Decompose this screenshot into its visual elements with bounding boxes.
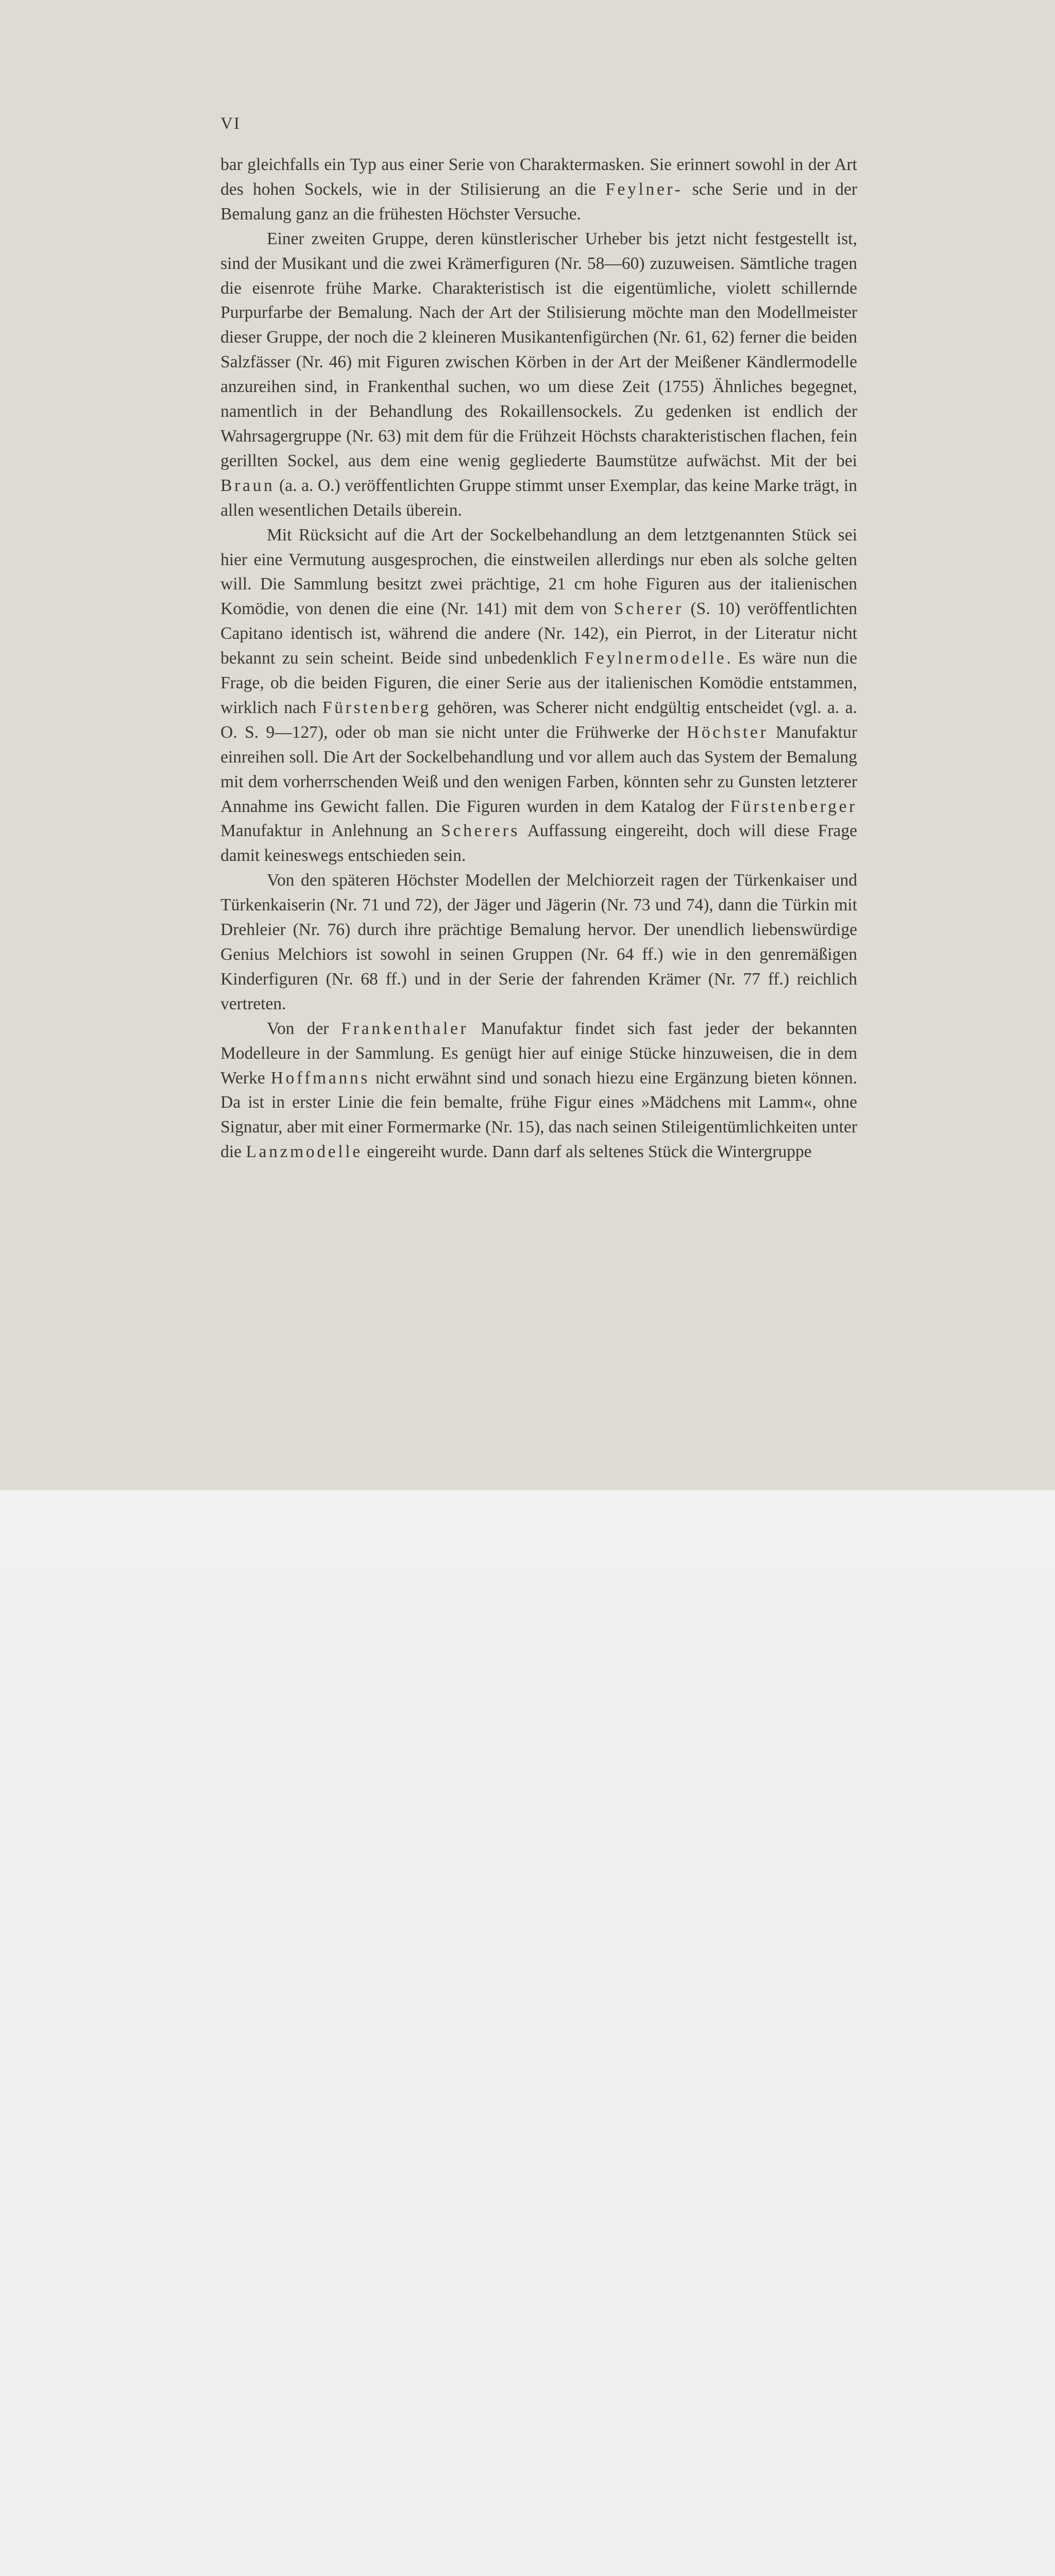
page-number: VI bbox=[220, 114, 241, 133]
paragraph: Einer zweiten Gruppe, deren künstlerischer Urheber bis jetzt nicht festgestellt ist, sind der Musikant und die zwei Krämerfiguren (Nr. 58—60) zuzuweisen. Sämtliche tragen die eisenrote frühe Marke. Charakteristisch ist die eigentümliche, violett schillernde Purpurfarbe der Bemalung. Nach der Art der Stilisierung möchte man den Modellmeister dieser Gruppe, der noch die 2 kleineren Musikantenfigürchen (Nr. 61, 62) ferner die beiden Salzfässer (Nr. 46) mit Figuren zwischen Körben in der Art der Meißener Kändlermodelle anzureihen sind, in Frankenthal suchen, wo um diese Zeit (1755) Ähnliches begegnet, namentlich in der Behandlung des Rokaillensockels. Zu gedenken ist endlich der Wahrsagergruppe (Nr. 63) mit dem für die Frühzeit Höchsts charakteristischen flachen, fein gerillten Sockel, aus dem eine wenig gegliederte Baumstütze aufwächst. Mit der bei Braun (a. a. O.) veröffentlichten Gruppe stimmt unser Exemplar, das keine Marke trägt, in allen wesentlichen Details überein. bbox=[220, 229, 857, 520]
spaced-name: Fürstenberg bbox=[322, 698, 431, 717]
paragraph: Von der Frankenthaler Manufaktur findet sich fast jeder der bekannten Modelleure in der Sammlung. Es genügt hier auf einige Stücke hinzuweisen, die in dem Werke Hoffmanns nicht erwähnt sind und sonach hiezu eine Ergänzung bieten können. Da ist in erster Linie die fein bemalte, frühe Figur eines »Mädchens mit Lamm«, ohne Signatur, aber mit einer Formermarke (Nr. 15), das nach seinen Stileigentümlichkeiten unter die Lanzmodelle eingereiht wurde. Dann darf als seltenes Stück die Wintergruppe bbox=[220, 1019, 857, 1162]
spaced-name: Scherers bbox=[441, 821, 520, 841]
spaced-name: Braun bbox=[220, 476, 275, 495]
spaced-name: Höchster bbox=[686, 722, 769, 742]
spaced-name: Fürstenberger bbox=[730, 796, 857, 816]
spaced-name: Frankenthaler bbox=[341, 1019, 469, 1038]
spaced-name: Lanzmodelle bbox=[246, 1142, 363, 1162]
body-text bbox=[220, 152, 857, 1164]
paragraph: Von den späteren Höchster Modellen der Melchiorzeit ragen der Türkenkaiser und Türkenkaiserin (Nr. 71 und 72), der Jäger und Jägerin (Nr. 73 und 74), dann die Türkin mit Drehleier (Nr. 76) durch ihre prächtige Bemalung hervor. Der unendlich liebenswürdige Genius Melchiors ist sowohl in seinen Gruppen (Nr. 64 ff.) wie in den genremäßigen Kinderfiguren (Nr. 68 ff.) und in der Serie der fahrenden Krämer (Nr. 77 ff.) reichlich vertreten. bbox=[220, 871, 857, 1013]
spaced-name: Hoffmanns bbox=[270, 1068, 370, 1088]
paragraph: Mit Rücksicht auf die Art der Sockelbehandlung an dem letztgenannten Stück sei hier eine Vermutung ausgesprochen, die einstweilen allerdings nur eben als solche gelten will. Die Sammlung besitzt zwei prächtige, 21 cm hohe Figuren aus der italienischen Komödie, von denen die eine (Nr. 141) mit dem von Scherer (S. 10) veröffentlichten Capitano identisch ist, während die andere (Nr. 142), ein Pierrot, in der Literatur nicht bekannt zu sein scheint. Beide sind unbedenklich Feylnermodelle. Es wäre nun die Frage, ob die beiden Figuren, die einer Serie aus der italienischen Komödie entstammen, wirklich nach Fürstenberg gehören, was Scherer nicht endgültig entscheidet (vgl. a. a. O. S. 9—127), oder ob man sie nicht unter die Frühwerke der Höchster Manufaktur einreihen soll. Die Art der Sockelbehandlung und vor allem auch das System der Bemalung mit dem vorherrschenden Weiß und den wenigen Farben, könnten sehr zu Gunsten letzterer Annahme ins Gewicht fallen. Die Figuren wurden in dem Katalog der Fürstenberger Manufaktur in Anlehnung an Scherers Auffassung eingereiht, doch will diese Frage damit keineswegs entschieden sein. bbox=[220, 525, 857, 866]
spaced-name: Feylner- bbox=[605, 179, 683, 199]
spaced-name: Feylnermodelle bbox=[584, 649, 727, 668]
paragraph: bar gleichfalls ein Typ aus einer Serie von Charaktermasken. Sie erinnert sowohl in der Art des hohen Sockels, wie in der Stilisierung an die Feylner- sche Serie und in der Bemalung ganz an die frühesten Höchster Versuche. bbox=[220, 155, 857, 224]
footer-bar bbox=[0, 1490, 1055, 1567]
spaced-name: Scherer bbox=[614, 599, 684, 619]
